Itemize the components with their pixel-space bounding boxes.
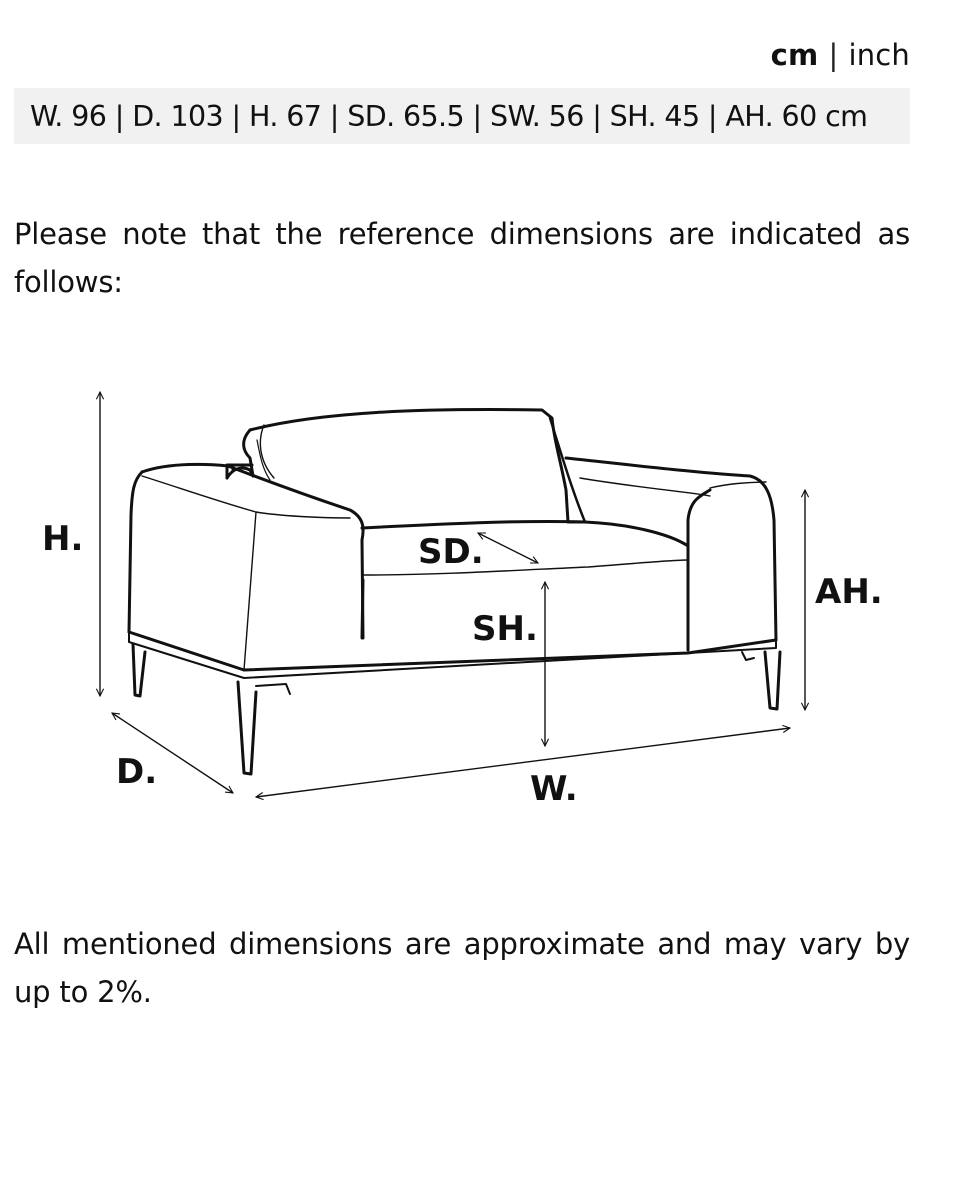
unit-toggle <box>771 38 910 72</box>
seat-height-label: SH. <box>472 609 538 649</box>
reference-note: Please note that the reference dimensions are indicated as follows: <box>14 217 910 299</box>
seat-depth-label: SD. <box>418 532 484 572</box>
armchair-drawing <box>129 410 780 774</box>
back-cushion-top <box>250 410 585 522</box>
height-label: H. <box>42 519 84 559</box>
width-label: W. <box>530 769 578 809</box>
unit-separator: | <box>828 38 839 72</box>
dimensions-summary-text: W. 96 | D. 103 | H. 67 | SD. 65.5 | SW. 56 | SH. 45 | AH. 60 cm <box>30 99 868 133</box>
depth-label: D. <box>116 752 158 792</box>
armchair-dimension-diagram <box>20 370 900 820</box>
unit-cm-option[interactable]: cm <box>770 38 819 72</box>
dimension-arrows <box>100 392 805 797</box>
arm-height-label: AH. <box>815 572 883 612</box>
dimensions-summary-bar <box>14 88 910 144</box>
approximation-disclaimer: All mentioned dimensions are approximate and may vary by up to 2%. <box>14 927 910 1009</box>
width-arrow <box>256 728 790 797</box>
unit-inch-option[interactable]: inch <box>848 38 910 72</box>
seat-depth-arrow <box>478 533 538 563</box>
